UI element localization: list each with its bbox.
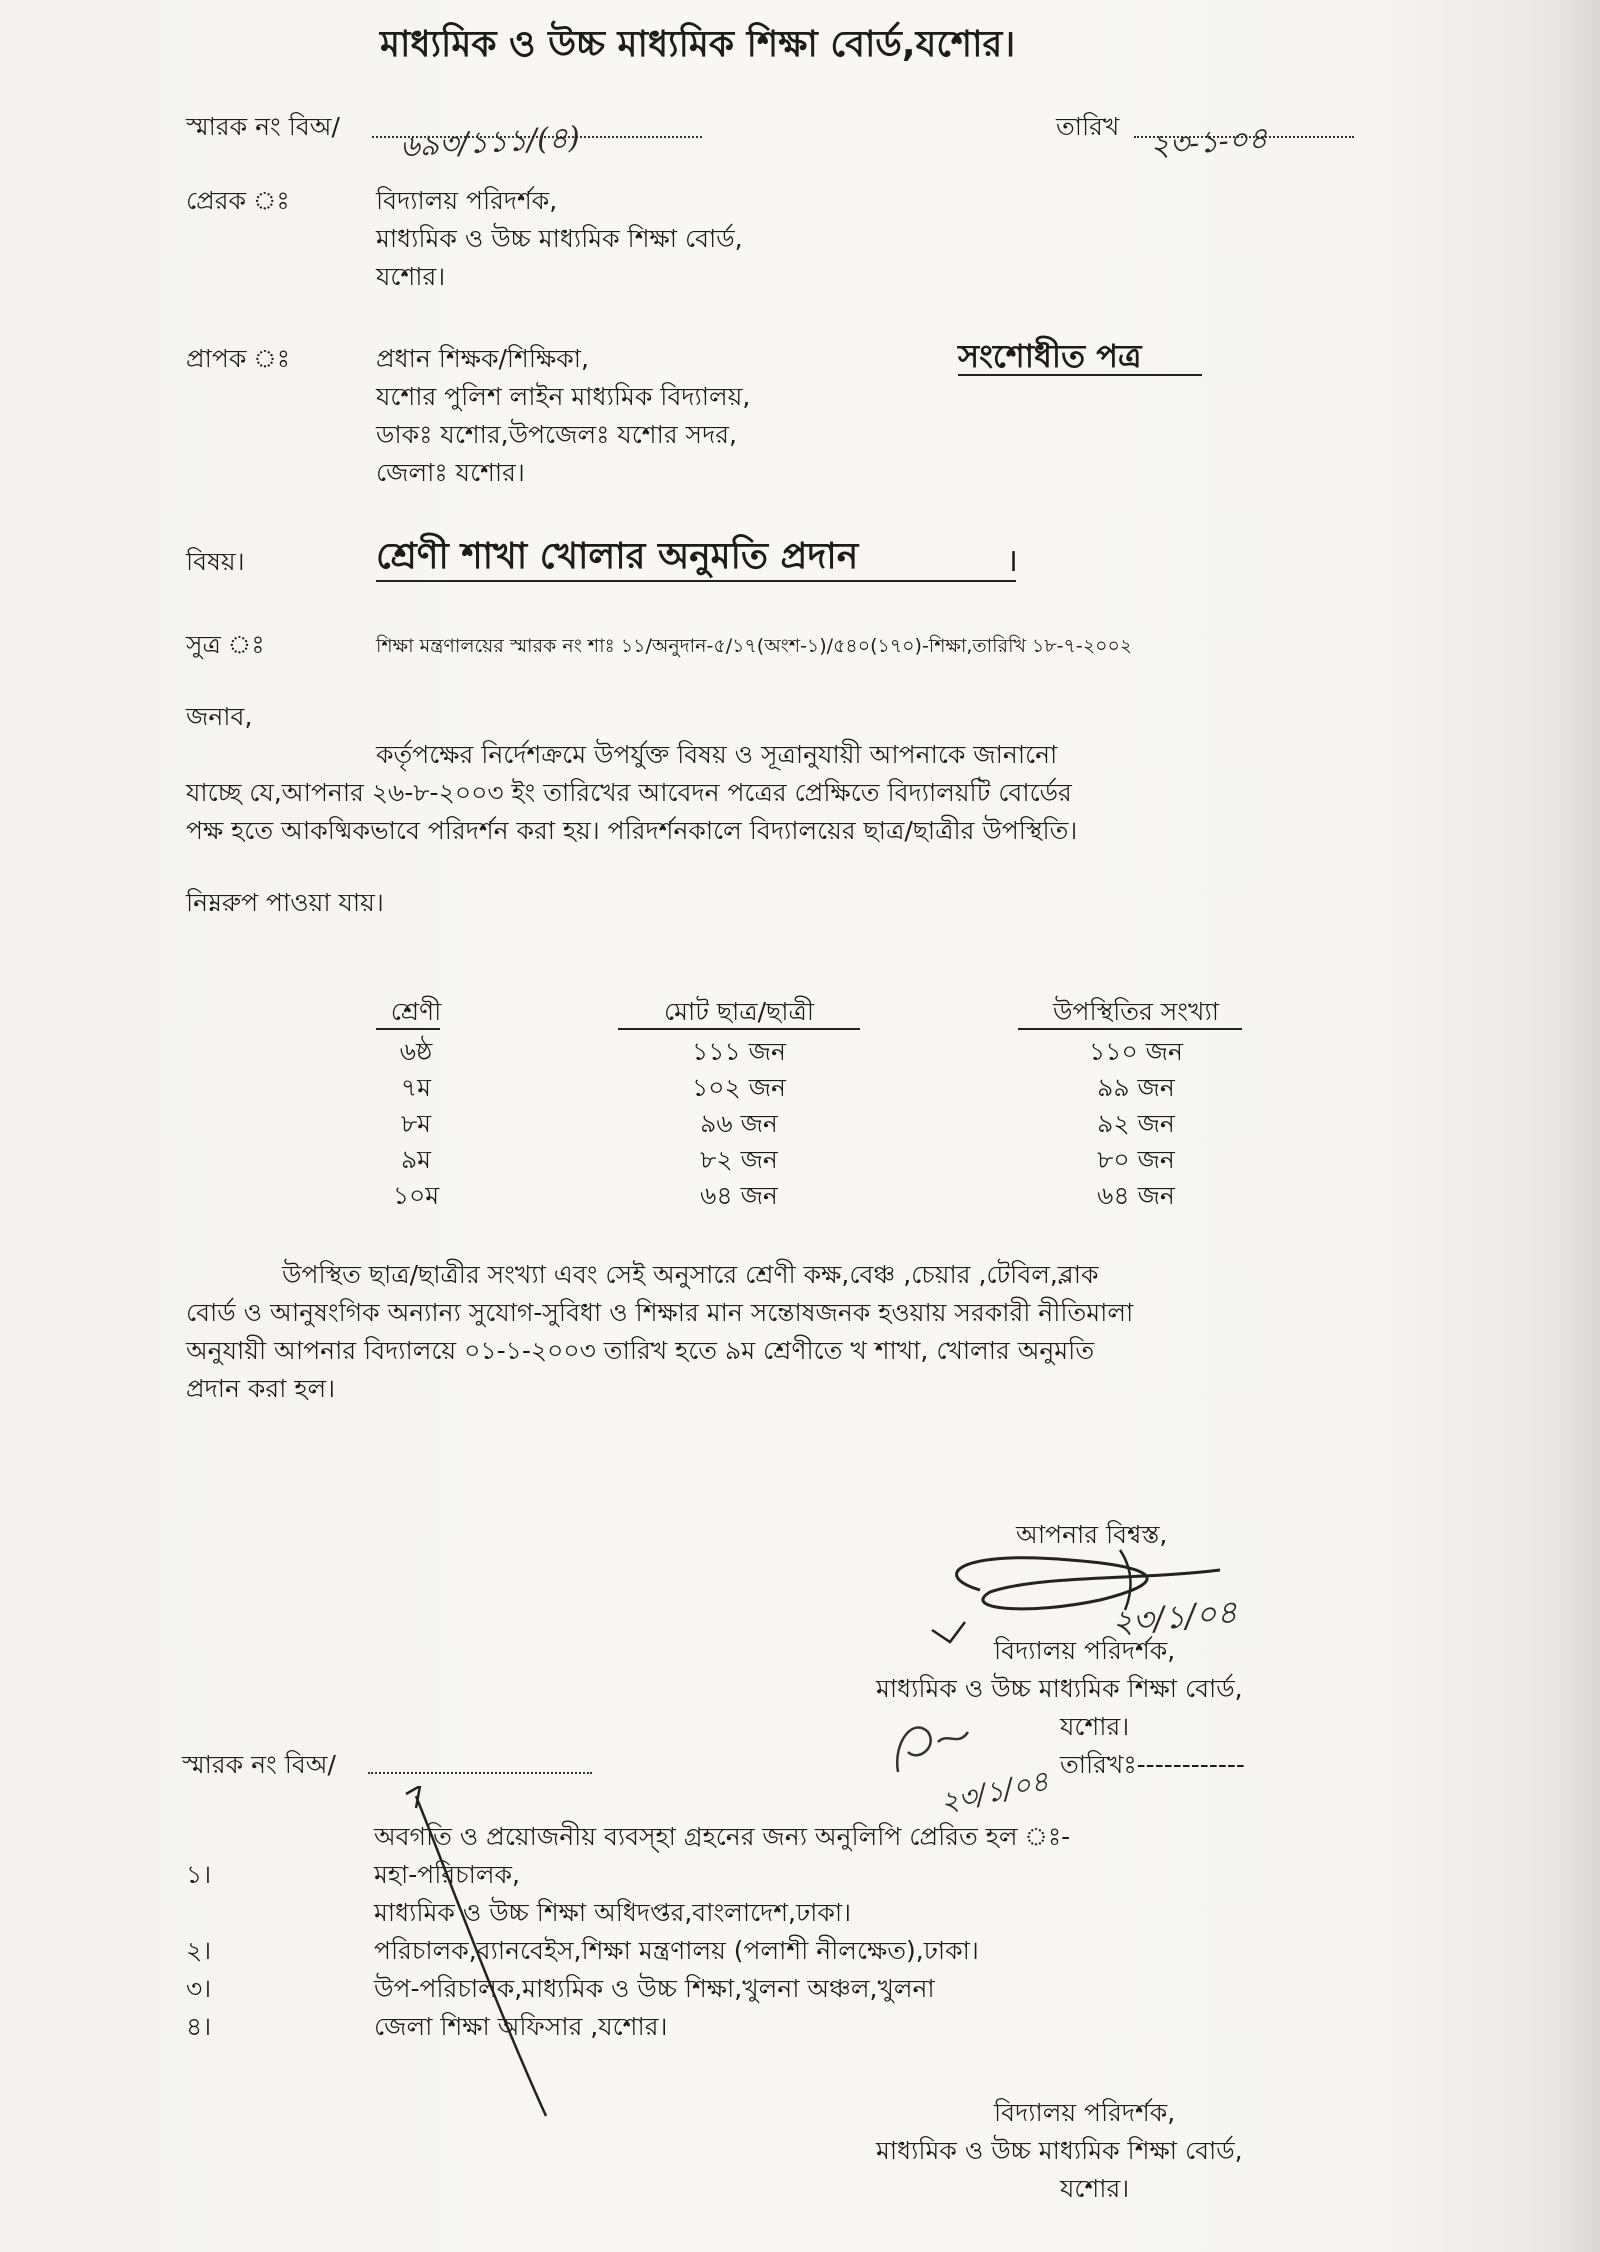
body-para2-line2: বোর্ড ও আনুষংগিক অন্যান্য সুযোগ-সুবিধা ও শিক্ষার মান সন্তোষজনক হওয়ায় সরকারী নীতিমালা bbox=[186, 1298, 1134, 1327]
revised-letter-label: সংশোধীত পত্র bbox=[958, 337, 1142, 375]
board-title: মাধ্যমিক ও উচ্চ মাধ্যমিক শিক্ষা বোর্ড,যশোর। bbox=[380, 24, 1016, 65]
reference-label: সুত্র ঃ bbox=[186, 630, 265, 659]
table-row-2-present: ৯৯ জন bbox=[1097, 1073, 1175, 1102]
signature1-line-2: মাধ্যমিক ও উচ্চ মাধ্যমিক শিক্ষা বোর্ড, bbox=[876, 1674, 1243, 1703]
table-header-total-underline bbox=[618, 1028, 860, 1030]
table-header-total: মোট ছাত্র/ছাত্রী bbox=[664, 997, 814, 1026]
table-row-1-present: ১১০ জন bbox=[1089, 1037, 1183, 1066]
table-header-class-underline bbox=[376, 1028, 440, 1030]
memo2-date-label: তারিখঃ------------ bbox=[1060, 1750, 1245, 1779]
table-row-3-total: ৯৬ জন bbox=[700, 1109, 778, 1138]
sender-line-3: যশোর। bbox=[376, 262, 446, 291]
sender-line-1: বিদ্যালয় পরিদর্শক, bbox=[376, 186, 558, 215]
salutation: জনাব, bbox=[186, 702, 253, 731]
recipient-line-4: জেলাঃ যশোর। bbox=[376, 458, 525, 487]
body-para2-line4: প্রদান করা হল। bbox=[186, 1374, 336, 1403]
table-header-class: শ্রেণী bbox=[390, 997, 442, 1026]
subject-end: । bbox=[1006, 541, 1019, 579]
copy-intro: অবগতি ও প্রয়োজনীয় ব্যবস্হা গ্রহনের জন্য অনুলিপি প্রেরিত হল ঃ- bbox=[374, 1822, 1071, 1851]
body-para2-line1: উপস্থিত ছাত্র/ছাত্রীর সংখ্যা এবং সেই অনুসারে শ্রেণী কক্ষ,বেঞ্চ ,চেয়ার ,টেবিল,ব্লাক bbox=[282, 1260, 1099, 1289]
subject-label: বিষয়। bbox=[186, 547, 245, 576]
copy-item-3-line1: উপ-পরিচালক,মাধ্যমিক ও উচ্চ শিক্ষা,খুলনা অঞ্চল,খুলনা bbox=[374, 1974, 935, 2003]
revised-underline bbox=[958, 374, 1202, 376]
table-row-3-present: ৯২ জন bbox=[1097, 1109, 1175, 1138]
signature-date-handwritten: ২৩/১/০৪ bbox=[1110, 1592, 1239, 1642]
memo-date-label: তারিখ bbox=[1056, 112, 1120, 141]
copy-item-4-num: ৪। bbox=[186, 2012, 212, 2041]
subject-text: শ্রেণী শাখা খোলার অনুমতি প্রদান bbox=[376, 536, 859, 577]
copy-item-2-num: ২। bbox=[186, 1936, 212, 1965]
sender-line-2: মাধ্যমিক ও উচ্চ মাধ্যমিক শিক্ষা বোর্ড, bbox=[376, 224, 743, 253]
reference-text: শিক্ষা মন্ত্রণালয়ের স্মারক নং শাঃ ১১/অনুদান-৫/১৭(অংশ-১)/৫৪০(১৭০)-শিক্ষা,তারিখি ১৮-৭-২০০২ bbox=[376, 635, 1133, 657]
table-row-5-present: ৬৪ জন bbox=[1097, 1181, 1175, 1210]
signature2-line-3: যশোর। bbox=[1060, 2174, 1130, 2203]
table-row-1-class: ৬ষ্ঠ bbox=[399, 1037, 433, 1066]
copy-item-4-line1: জেলা শিক্ষা অফিসার ,যশোর। bbox=[374, 2012, 668, 2041]
signature1-line-1: বিদ্যালয় পরিদর্শক, bbox=[994, 1636, 1176, 1665]
copy-item-2-line1: পরিচালক,ব্যানবেইস,শিক্ষা মন্ত্রণালয় (পলাশী নীলক্ষেত),ঢাকা। bbox=[374, 1936, 979, 1965]
signature1-line-3: যশোর। bbox=[1060, 1712, 1130, 1741]
memo2-dots bbox=[368, 1770, 592, 1774]
body-para2-line3: অনুযায়ী আপনার বিদ্যালয়ে ০১-১-২০০৩ তারিখ হতে ৯ম শ্রেণীতে খ শাখা, খোলার অনুমতি bbox=[186, 1336, 1095, 1365]
table-row-5-class: ১০ম bbox=[392, 1181, 440, 1210]
table-row-3-class: ৮ম bbox=[400, 1109, 432, 1138]
subject-underline bbox=[376, 580, 1016, 582]
memo-number-handwritten: ৬৯৩/১১১/(৪) bbox=[399, 120, 581, 165]
copy-item-1-line1: মহা-পরিচালক, bbox=[374, 1860, 520, 1889]
table-row-2-class: ৭ম bbox=[400, 1073, 432, 1102]
memo2-label: স্মারক নং বিঅ/ bbox=[182, 1750, 336, 1779]
copy-item-3-num: ৩। bbox=[186, 1974, 212, 2003]
table-row-2-total: ১০২ জন bbox=[692, 1073, 786, 1102]
memo2-initial-handwritten: ২৩/১/০৪ bbox=[937, 1763, 1052, 1820]
table-row-4-class: ৯ম bbox=[400, 1145, 432, 1174]
pen-stroke-diagonal bbox=[396, 1786, 556, 2126]
body-para1-line4: নিম্নরুপ পাওয়া যায়। bbox=[186, 888, 384, 917]
table-row-1-total: ১১১ জন bbox=[692, 1037, 786, 1066]
body-para1-line3: পক্ষ হতে আকষ্মিকভাবে পরিদর্শন করা হয়। পরিদর্শনকালে বিদ্যালয়ের ছাত্র/ছাত্রীর উপস্থিতি। bbox=[186, 816, 1078, 845]
table-row-4-total: ৮২ জন bbox=[700, 1145, 778, 1174]
table-row-5-total: ৬৪ জন bbox=[700, 1181, 778, 1210]
table-row-4-present: ৮০ জন bbox=[1097, 1145, 1175, 1174]
signature2-line-2: মাধ্যমিক ও উচ্চ মাধ্যমিক শিক্ষা বোর্ড, bbox=[876, 2136, 1243, 2165]
recipient-line-1: প্রধান শিক্ষক/শিক্ষিকা, bbox=[376, 344, 589, 373]
memo-label: স্মারক নং বিঅ/ bbox=[186, 112, 340, 141]
memo-date-handwritten: ২৩-১-০৪ bbox=[1148, 120, 1269, 165]
copy-item-1-num: ১। bbox=[186, 1860, 212, 1889]
table-header-present: উপস্থিতির সংখ্যা bbox=[1053, 997, 1219, 1026]
recipient-line-3: ডাকঃ যশোর,উপজেলঃ যশোর সদর, bbox=[376, 420, 737, 449]
table-header-present-underline bbox=[1018, 1028, 1242, 1030]
yours-faithfully: আপনার বিশ্বস্ত, bbox=[1016, 1520, 1168, 1549]
sender-label: প্রেরক ঃ bbox=[186, 186, 290, 215]
body-para1-line1: কর্তৃপক্ষের নির্দেশক্রমে উপর্যুক্ত বিষয় ও সূত্রানুযায়ী আপনাকে জানানো bbox=[376, 740, 1058, 769]
recipient-line-2: যশোর পুলিশ লাইন মাধ্যমিক বিদ্যালয়, bbox=[376, 382, 751, 411]
copy-item-1-line2: মাধ্যমিক ও উচ্চ শিক্ষা অধিদপ্তর,বাংলাদেশ,ঢাকা। bbox=[374, 1898, 852, 1927]
recipient-label: প্রাপক ঃ bbox=[186, 344, 291, 373]
body-para1-line2: যাচ্ছে যে,আপনার ২৬-৮-২০০৩ ইং তারিখের আবেদন পত্রের প্রেক্ষিতে বিদ্যালয়টি বোর্ডের bbox=[186, 778, 1072, 807]
signature2-line-1: বিদ্যালয় পরিদর্শক, bbox=[994, 2098, 1176, 2127]
